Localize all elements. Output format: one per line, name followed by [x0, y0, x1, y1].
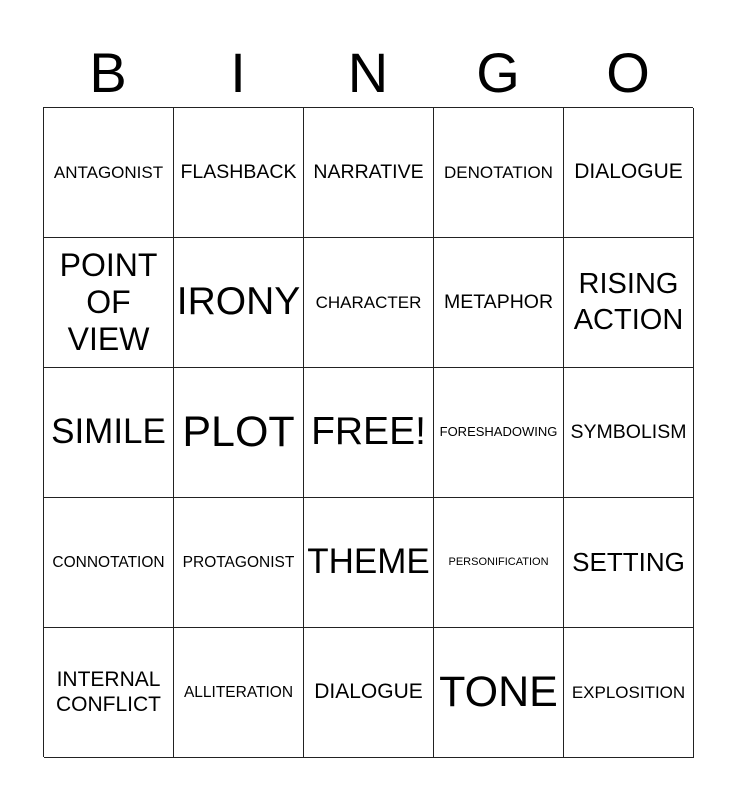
cell-label: TONE — [439, 667, 558, 716]
bingo-cell[interactable] — [564, 628, 694, 758]
cell-label: THEME — [307, 542, 430, 582]
header-letter-b: B — [89, 41, 127, 104]
cell-label: CONNOTATION — [52, 553, 165, 571]
cell-label: SYMBOLISM — [570, 421, 687, 444]
bingo-cell[interactable] — [174, 498, 304, 628]
bingo-cell[interactable] — [434, 498, 564, 628]
bingo-cell[interactable] — [174, 108, 304, 238]
bingo-header — [43, 40, 693, 106]
bingo-cell[interactable] — [44, 498, 174, 628]
bingo-cell[interactable] — [434, 108, 564, 238]
header-letter-g: G — [476, 41, 520, 104]
cell-label: INTERNAL CONFLICT — [56, 668, 161, 716]
cell-label: FORESHADOWING — [439, 424, 558, 440]
bingo-cell[interactable] — [434, 628, 564, 758]
cell-label: CHARACTER — [315, 292, 422, 312]
cell-label: PERSONIFICATION — [448, 556, 549, 569]
cell-label: IRONY — [176, 280, 301, 324]
cell-label: PROTAGONIST — [182, 553, 295, 571]
cell-label: ANTAGONIST — [53, 162, 164, 182]
cell-label: DIALOGUE — [314, 680, 423, 704]
bingo-cell[interactable] — [44, 368, 174, 498]
bingo-cell[interactable] — [304, 628, 434, 758]
bingo-cell[interactable] — [564, 108, 694, 238]
bingo-cell[interactable] — [434, 238, 564, 368]
bingo-cell[interactable] — [174, 238, 304, 368]
cell-label: SIMILE — [51, 412, 166, 452]
cell-label: POINT OF VIEW — [59, 247, 158, 357]
cell-label: PLOT — [182, 407, 295, 456]
bingo-grid — [43, 107, 693, 757]
header-letter-i: I — [230, 41, 246, 104]
bingo-cell[interactable] — [564, 238, 694, 368]
cell-label: ALLITERATION — [183, 683, 294, 701]
bingo-cell[interactable] — [564, 498, 694, 628]
bingo-cell[interactable] — [174, 368, 304, 498]
cell-label: FLASHBACK — [180, 161, 297, 184]
bingo-cell[interactable] — [564, 368, 694, 498]
cell-label: DIALOGUE — [574, 160, 683, 184]
cell-label: SETTING — [572, 546, 685, 577]
cell-label: DENOTATION — [444, 162, 553, 182]
cell-label: EXPLOSITION — [571, 682, 686, 702]
cell-label: FREE! — [311, 410, 426, 454]
bingo-cell[interactable] — [44, 628, 174, 758]
bingo-cell[interactable] — [304, 238, 434, 368]
bingo-cell[interactable] — [304, 498, 434, 628]
bingo-cell[interactable] — [434, 368, 564, 498]
cell-label: RISING ACTION — [573, 268, 684, 336]
bingo-cell[interactable] — [304, 108, 434, 238]
bingo-cell[interactable] — [44, 108, 174, 238]
cell-label: METAPHOR — [443, 291, 554, 314]
free-space-cell[interactable] — [304, 368, 434, 498]
header-letter-o: O — [606, 41, 650, 104]
bingo-cell[interactable] — [44, 238, 174, 368]
cell-label: NARRATIVE — [313, 161, 424, 184]
bingo-cell[interactable] — [174, 628, 304, 758]
header-letter-n: N — [347, 41, 389, 104]
